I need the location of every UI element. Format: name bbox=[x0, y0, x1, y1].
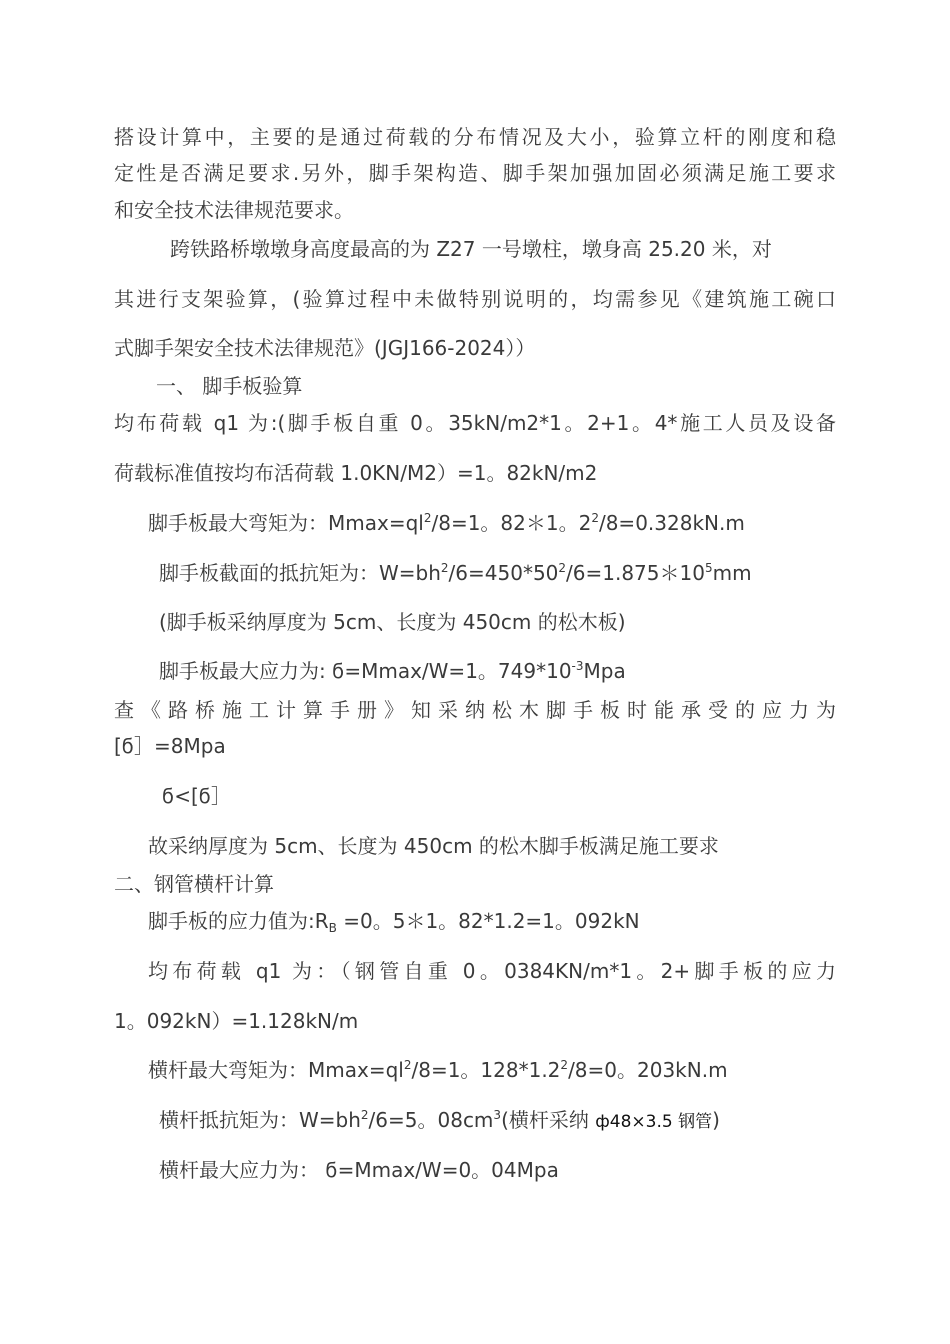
section1-load-line1: 均布荷载 q1 为:(脚手板自重 0。35kN/m2*1。2+1。4*施工人员及设备 bbox=[114, 411, 836, 435]
section2-heading: 二、钢管横杆计算 bbox=[114, 872, 274, 896]
section2-reaction-formula: 脚手板的应力值为$:R_B =0$。5＊1。82*1.2=1。092kN bbox=[148, 909, 640, 935]
section1-heading: 一、 脚手板验算 bbox=[156, 374, 303, 398]
section1-stress-formula: 脚手板最大应力为: ϭ=Mmax/W=1。$749*10^{-3}Mpa$ bbox=[159, 659, 626, 683]
paragraph2-line3: 式脚手架安全技术法律规范》(JGJ166-2024）） bbox=[114, 336, 536, 360]
paragraph1-line3: 和安全技术法律规范要求。 bbox=[114, 198, 354, 222]
section1-section-modulus-formula: 脚手板截面的抵抗矩为：$W=bh^2/6=450*50^2/6=1.875*10^5mm$ bbox=[159, 561, 752, 585]
pipe-spec: ф48×3.5 钢管 bbox=[595, 1112, 713, 1132]
section1-conclusion: 故采纳厚度为 5cm、长度为 450cm 的松木脚手板满足施工要求 bbox=[148, 834, 719, 858]
section1-stress-comparison: ϭ<[ϭ］ bbox=[162, 784, 232, 808]
section1-load-line2: 荷载标准值按均布活荷载 1.0KN/M2）=1。82kN/m2 bbox=[114, 461, 598, 485]
paragraph1-line2: 定性是否满足要求.另外，脚手架构造、脚手架加强加固必须满足施工要求 bbox=[114, 161, 836, 185]
paragraph2-line2: 其进行支架验算，(验算过程中未做特别说明的，均需参见《建筑施工碗口 bbox=[114, 287, 836, 311]
paragraph1-line1: 搭设计算中，主要的是通过荷载的分布情况及大小，验算立杆的刚度和稳 bbox=[114, 125, 836, 149]
section2-stress-formula: 横杆最大应力为： ϭ=Mmax/W=0。04Mpa bbox=[159, 1158, 559, 1182]
section2-section-modulus-formula: 横杆抵抗矩为：$W=bh^2/6=5$。$08cm^3$(横杆采纳 ф48×3.5 钢管) bbox=[159, 1108, 720, 1132]
section1-allow-line1: 查《路桥施工计算手册》知采纳松木脚手板时能承受的应力为 bbox=[114, 698, 836, 722]
section1-allow-line2: [ϭ］=8Mpa bbox=[114, 734, 226, 758]
section1-moment-formula: 脚手板最大弯矩为：$Mmax=ql^2/8=1$。82＊1。$2^2/8=0.328kN.m$ bbox=[148, 511, 745, 535]
section2-load-line1: 均布荷载 q1 为：（钢管自重 0。0384KN/m*1。2+脚手板的应力 bbox=[148, 959, 836, 983]
section2-moment-formula: 横杆最大弯矩为：$Mmax=ql^2/8=1$。$128*1.2^2/8=0$。203kN.m bbox=[148, 1058, 728, 1082]
section1-board-note: (脚手板采纳厚度为 5cm、长度为 450cm 的松木板) bbox=[159, 610, 626, 634]
paragraph2-line1: 跨铁路桥墩墩身高度最高的为 Z27 一号墩柱，墩身高 25.20 米，对 bbox=[170, 237, 772, 261]
section2-load-line2: 1。092kN）=1.128kN/m bbox=[114, 1009, 359, 1033]
